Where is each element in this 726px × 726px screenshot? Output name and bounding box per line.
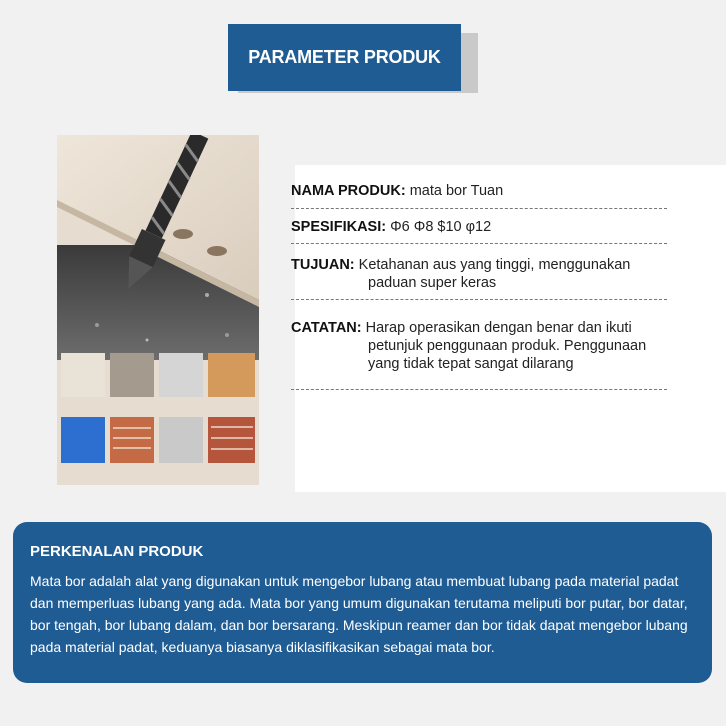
drill-bit-illustration: [57, 135, 259, 485]
spec-tujuan-line2: paduan super keras: [368, 275, 497, 291]
spec-spesifikasi: [291, 218, 671, 236]
spec-tujuan-label: TUJUAN:: [291, 257, 355, 273]
page-title: PARAMETER PRODUK: [228, 24, 461, 91]
spec-nama-label: NAMA PRODUK:: [291, 183, 406, 199]
product-photo: [57, 135, 259, 485]
divider: [291, 389, 667, 390]
spec-tujuan: [291, 256, 671, 292]
spec-tujuan-line1: Ketahanan aus yang tinggi, menggunakan: [358, 257, 631, 273]
spec-catatan-line2: petunjuk penggunaan produk. Penggunaan: [368, 338, 647, 354]
spec-nama-value: mata bor Tuan: [409, 183, 504, 199]
product-intro-panel: [13, 522, 712, 683]
spec-spesifikasi-value: Φ6 Φ8 $10 φ12: [390, 219, 492, 235]
spec-nama: [291, 182, 671, 200]
spec-catatan: [291, 319, 671, 373]
spec-catatan-line1: Harap operasikan dengan benar dan ikuti: [365, 320, 632, 336]
spec-catatan-label: CATATAN:: [291, 320, 362, 336]
spec-spesifikasi-label: SPESIFIKASI:: [291, 219, 387, 235]
spec-catatan-line3: yang tidak tepat sangat dilarang: [368, 356, 574, 372]
intro-title: PERKENALAN PRODUK: [30, 543, 204, 560]
divider: [291, 243, 667, 244]
divider: [291, 299, 667, 300]
divider: [291, 208, 667, 209]
intro-text: Mata bor adalah alat yang digunakan untuk mengebor lubang atau membuat lubang pada material padat dan memperluas lubang yang ada. Mata bor yang umum digunakan terutama meliputi bor putar, bor datar, bor tengah, bor lubang dalam, dan bor bersarang. Meskipun reamer dan bor tidak dapat mengebor lubang pada material padat, keduanya biasanya diklasifikasikan sebagai mata bor.: [30, 573, 688, 655]
